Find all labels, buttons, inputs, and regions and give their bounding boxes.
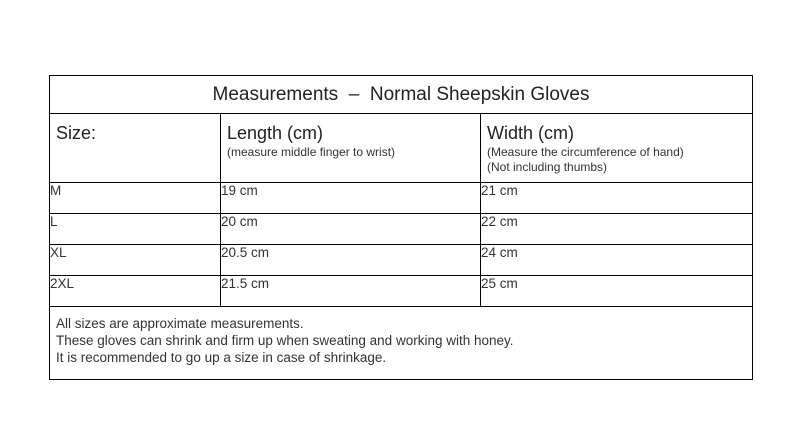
size-cell: M (50, 183, 221, 214)
table-row (50, 183, 753, 214)
length-header-cell (221, 114, 481, 183)
length-header: Length (cm) (227, 123, 324, 143)
length-cell: 20.5 cm (221, 245, 481, 276)
table-title-cell (50, 76, 753, 114)
size-cell: L (50, 214, 221, 245)
size-cell: XL (50, 245, 221, 276)
note-line: These gloves can shrink and firm up when sweating and working with honey. (56, 333, 514, 348)
size-chart-table (49, 75, 753, 380)
table-row (50, 214, 753, 245)
width-cell: 22 cm (481, 214, 753, 245)
size-cell: 2XL (50, 276, 221, 307)
notes-cell (50, 307, 753, 380)
length-cell: 21.5 cm (221, 276, 481, 307)
length-cell: 19 cm (221, 183, 481, 214)
width-header: Width (cm) (487, 123, 574, 143)
table-row (50, 245, 753, 276)
width-cell: 24 cm (481, 245, 753, 276)
size-header-cell (50, 114, 221, 183)
width-header-note: (Measure the circumference of hand) (487, 145, 684, 159)
title-row (50, 76, 753, 114)
note-line: It is recommended to go up a size in case of shrinkage. (56, 350, 387, 365)
width-cell: 21 cm (481, 183, 753, 214)
notes-row (50, 307, 753, 380)
width-cell: 25 cm (481, 276, 753, 307)
length-header-note: (measure middle finger to wrist) (227, 145, 396, 159)
width-header-cell (481, 114, 753, 183)
length-cell: 20 cm (221, 214, 481, 245)
table-row (50, 276, 753, 307)
width-header-note-2: (Not including thumbs) (487, 160, 608, 174)
table-title: Measurements – Normal Sheepskin Gloves (212, 83, 590, 105)
note-line: All sizes are approximate measurements. (56, 316, 304, 331)
header-row (50, 114, 753, 183)
size-header: Size: (56, 123, 97, 143)
